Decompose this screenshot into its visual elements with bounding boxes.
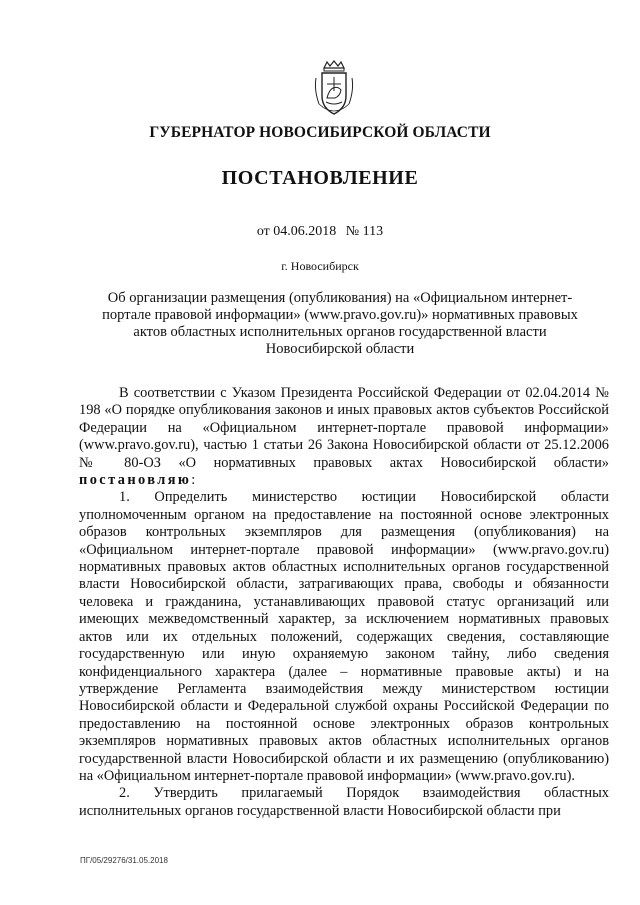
coat-of-arms-icon <box>313 60 355 118</box>
preamble-text: В соответствии с Указом Президента Российской Федерации от 02.04.2014 № 198 «О порядке опубликования законов и иных правовых актов субъектов Российской Федерации на «Официальном интернет-портале правовой информации» (www.pravo.gov.ru), частью 1 статьи 26 Закона Новосибирской области от 25.12.2006 № 80-ОЗ «О нормативных правовых актах Новосибирской области» <box>79 385 609 471</box>
document-subject: Об организации размещения (опубликования) на «Официальном интернет-портале правовой информации» (www.pravo.gov.ru)» нормативных правовых актов областных исполнительных органов государственной власти Новосибирской области <box>102 290 578 357</box>
decree-punct: : <box>191 472 196 489</box>
issuer-title: ГУБЕРНАТОР НОВОСИБИРСКОЙ ОБЛАСТИ <box>149 124 491 141</box>
item-1-paragraph: 1. Определить министерство юстиции Новосибирской области уполномоченным органом на предоставление на постоянной основе электронных образов контрольных экземпляров для размещения (опубликования) на «Официальном интернет-портале правовой информации» (www.pravo.gov.ru) нормативных правовых актов областных исполнительных органов государственной власти Новосибирской области, затрагивающих права, свободы и обязанности человека и гражданина, устанавливающих правовой статус организаций или имеющих межведомственный характер, за исключением нормативных правовых актов или их отдельных положений, содержащих сведения, составляющие государственную или иную охраняемую законом тайну, либо сведения конфиденциального характера (далее – нормативные правовые акты) и на утверждение Регламента взаимодействия между министерством юстиции Новосибирской области и Федеральной службой охраны Российской Федерации по предоставлению на постоянной основе электронных образов контрольных экземпляров нормативных правовых актов областных исполнительных органов государственной власти Новосибирской области и их размещению (опубликованию) на «Официальном интернет-портале правовой информации» (www.pravo.gov.ru). <box>79 489 609 784</box>
document-type: ПОСТАНОВЛЕНИЕ <box>221 167 419 189</box>
document-date-number <box>0 224 640 240</box>
document-registry-code: ПГ/05/29276/31.05.2018 <box>80 856 168 865</box>
document-city: г. Новосибирск <box>281 259 359 273</box>
document-body <box>79 385 609 820</box>
document-date: от 04.06.2018 <box>256 224 337 239</box>
decree-word: постановляю <box>79 472 192 489</box>
document-number: № 113 <box>345 224 384 239</box>
preamble-paragraph <box>79 385 609 489</box>
item-2-paragraph: 2. Утвердить прилагаемый Порядок взаимодействия областных исполнительных органов государственной власти Новосибирской области при <box>79 785 609 819</box>
